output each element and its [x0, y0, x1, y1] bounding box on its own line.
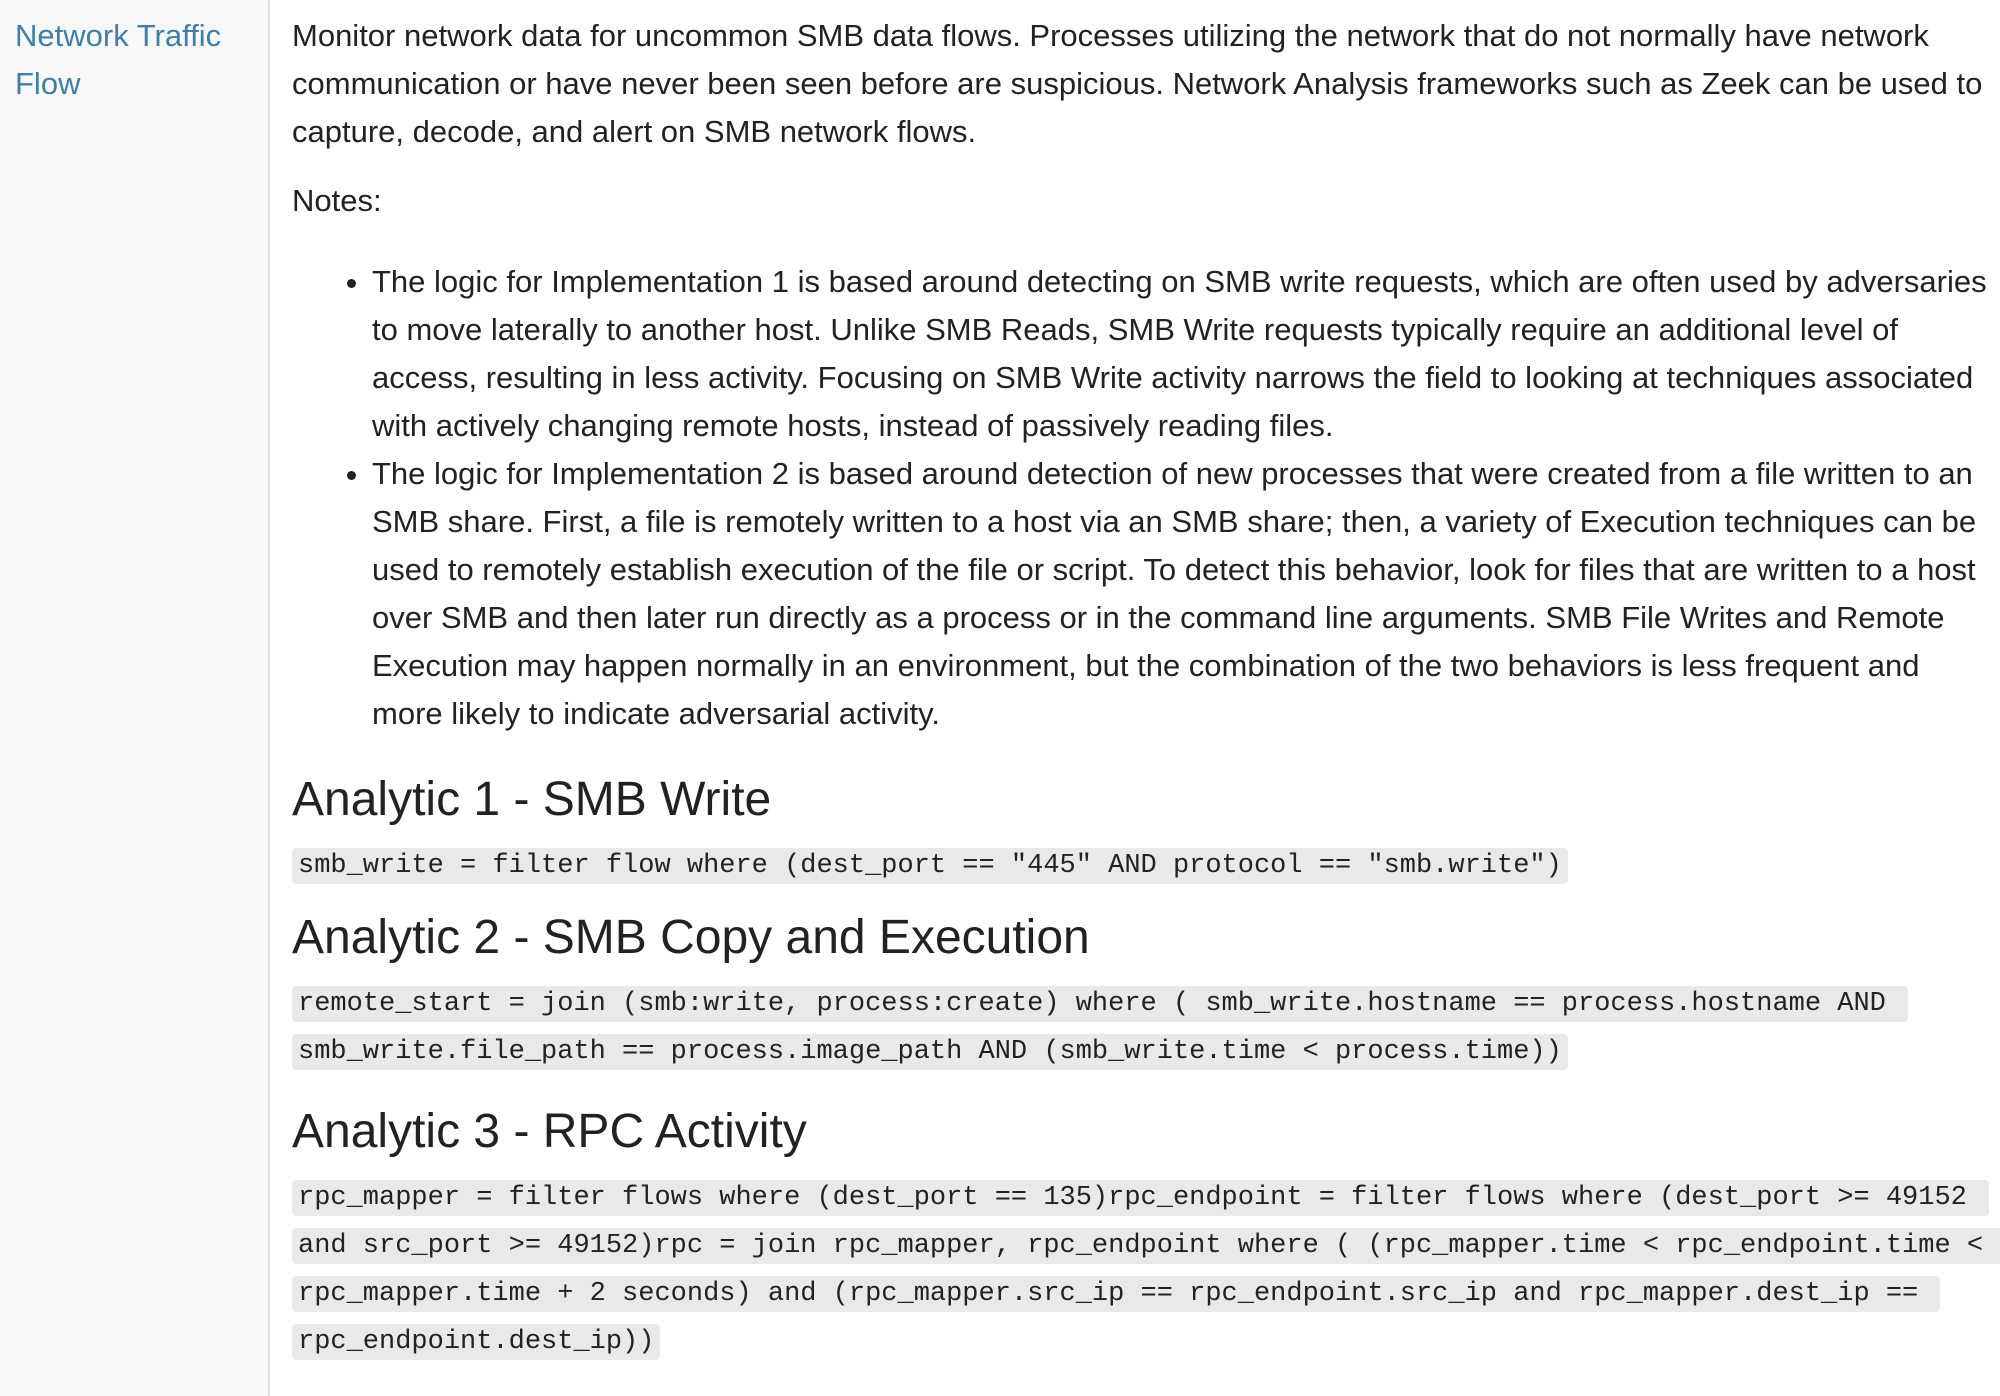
note-item-2: • The logic for Implementation 2 is based around detection of new processes that were created from a file written to an SMB share. First, a file is remotely written to a host via an SMB share; then, a variety of Execution techniques can be used to remotely establish execution of the file or script. To detect this behavior, look for files that are written to a host over SMB and then later run directly as a process or in the command line arguments. SMB File Writes and Remote Execution may happen normally in an environment, but the combination of the two behaviors is less frequent and more likely to indicate adversarial activity. [372, 450, 1992, 738]
data-component-column [0, 0, 270, 1396]
notes-list [292, 258, 1992, 738]
network-traffic-flow-link[interactable]: Network Traffic Flow [15, 18, 222, 101]
analytic-1-code: smb_write = filter flow where (dest_port == "445" AND protocol == "smb.write") [292, 848, 1568, 884]
detection-content [292, 12, 2000, 1366]
analytic-2-code-block [292, 980, 1992, 1076]
analytic-3-code-block [292, 1174, 2000, 1366]
analytic-3-title: Analytic 3 - RPC Activity [292, 1105, 807, 1158]
analytic-2-code: remote_start = join (smb:write, process:create) where ( smb_write.hostname == process.hostname AND smb_write.file_path == process.image_path AND (smb_write.time < process.time)) [292, 986, 1908, 1070]
analytic-1-title: Analytic 1 - SMB Write [292, 773, 772, 826]
analytic-3-code: rpc_mapper = filter flows where (dest_port == 135)rpc_endpoint = filter flows where (dest_port >= 49152 and src_port >= 49152)rpc = join rpc_mapper, rpc_endpoint where ( (rpc_mapper.time < rpc_endpoint.time < rpc_mapper.time + 2 seconds) and (rpc_mapper.src_ip == rpc_endpoint.src_ip and rpc_mapper.dest_ip == rpc_endpoint.dest_ip)) [292, 1180, 2000, 1360]
notes-label: Notes: [292, 183, 382, 218]
note-item-1: • The logic for Implementation 1 is based around detecting on SMB write requests, which are often used by adversaries to move laterally to another host. Unlike SMB Reads, SMB Write requests typically require an additional level of access, resulting in less activity. Focusing on SMB Write activity narrows the field to looking at techniques associated with actively changing remote hosts, instead of passively reading files. [372, 258, 1992, 450]
analytic-2-title: Analytic 2 - SMB Copy and Execution [292, 911, 1090, 964]
detection-description: Monitor network data for uncommon SMB data flows. Processes utilizing the network that do not normally have network communication or have never been seen before are suspicious. Network Analysis frameworks such as Zeek can be used to capture, decode, and alert on SMB network flows. [292, 18, 1983, 149]
analytic-1-code-block [292, 842, 1992, 890]
